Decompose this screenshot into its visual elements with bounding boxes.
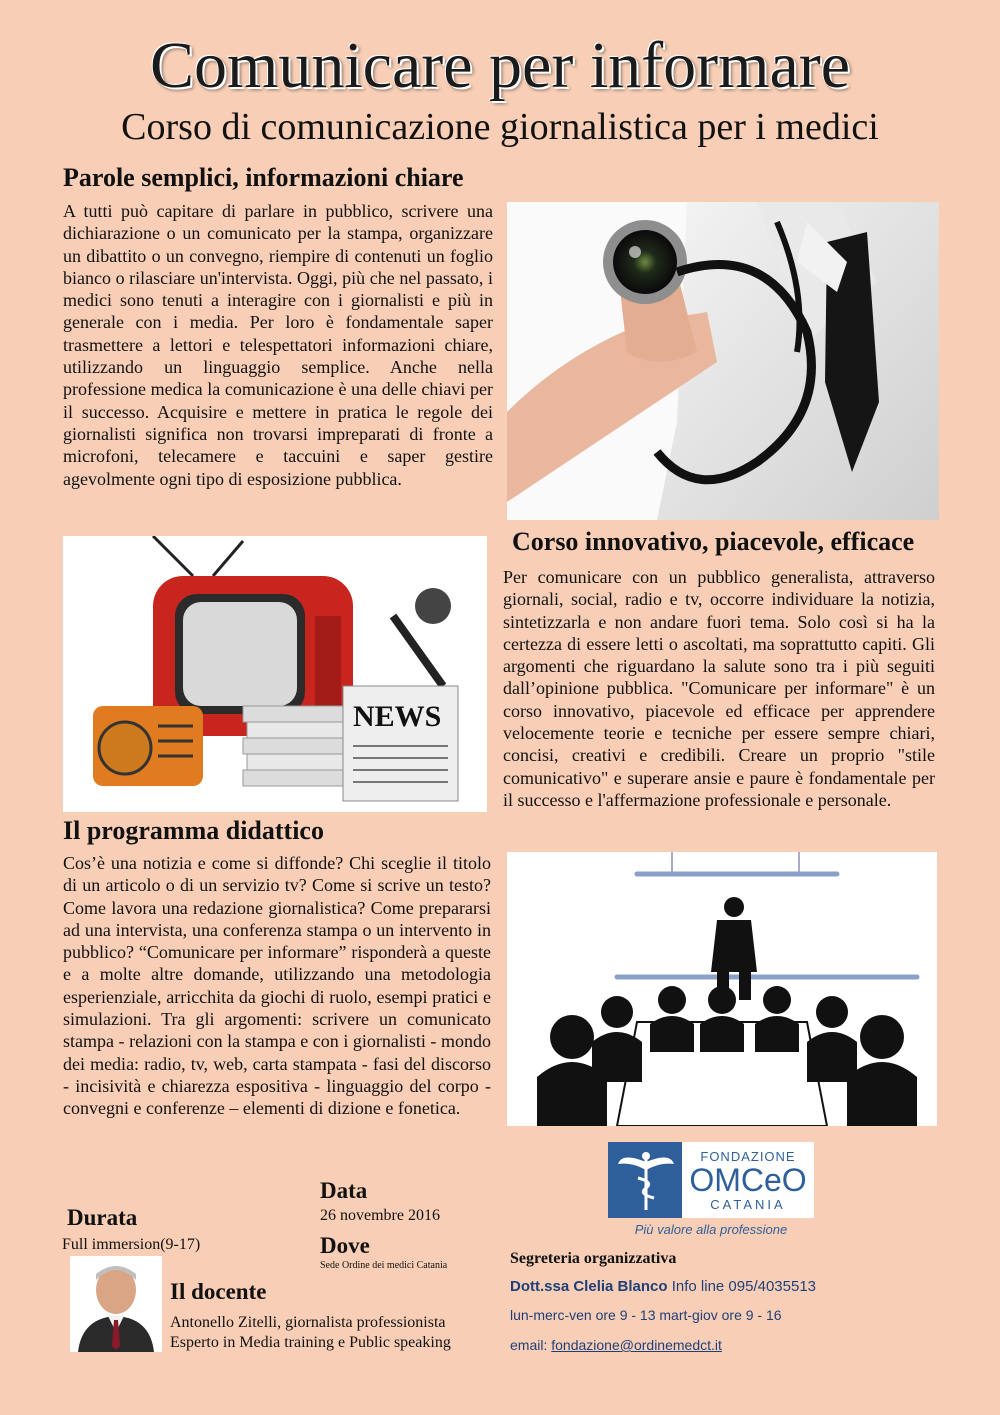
segreteria-hours: lun-merc-ven ore 9 - 13 mart-giov ore 9 - 16: [510, 1307, 782, 1323]
logo-line2: OMCeO: [689, 1162, 807, 1198]
media-tv-radio-news-image: [63, 536, 487, 812]
data-label: Data: [320, 1178, 368, 1203]
segreteria-email-row: [510, 1337, 722, 1353]
logo-tagline: Più valore alla professione: [634, 1222, 788, 1237]
logo-line1: FONDAZIONE: [700, 1149, 796, 1164]
segreteria-name: Dott.ssa Clelia Blanco: [510, 1278, 668, 1295]
durata-label: Durata: [67, 1205, 138, 1230]
email-link[interactable]: fondazione@ordinemedct.it: [551, 1337, 722, 1353]
page-title: Comunicare per informare: [149, 29, 851, 102]
section-heading-programma: Il programma didattico: [63, 816, 324, 845]
section-text-corso: Per comunicare con un pubblico generalista, attraverso giornali, social, radio e tv, occorre individuare la notizia, sintetizzarla e non andare fuori tema. Solo così si ha la certezza di essere letti o ascoltati, ma soprattutto capiti. Gli argomenti che riguardano la salute sono tra i più seguiti dall’opinione pubblica. "Comunicare per informare" è un corso innovativo, piacevole ed efficace per apprendere velocemente teorie e tecniche per essere sempre chiari, concisi, creativi e credibili. Creare un proprio "stile comunicativo" e superare ansie e paure è fondamentale per il successo e l'affermazione professionale e personale.: [503, 567, 935, 810]
durata-value: Full immersion(9-17): [62, 1236, 201, 1253]
segreteria-info-line: Info line 095/4035513: [671, 1278, 817, 1295]
section-heading-parole: Parole semplici, informazioni chiare: [63, 163, 464, 192]
docente-photo: [70, 1256, 162, 1352]
email-label: email:: [510, 1337, 548, 1353]
segreteria-contact: [510, 1278, 816, 1295]
docente-heading: Il docente: [170, 1279, 267, 1304]
doctor-stethoscope-image: [507, 202, 939, 520]
section-text-programma: Cos’è una notizia e come si diffonde? Chi sceglie il titolo di un articolo o di un servizio tv? Come si scrive un testo? Come lavora una redazione giornalistica? Come prepararsi ad una intervista, una conferenza stampa o un intervento in pubblico? “Comunicare per informare” risponderà a queste e a molte altre domande, utilizzando una metodologia esperienziale, arricchita da giochi di ruolo, esempi pratici e simulazioni. Tra gli argomenti: scrivere un comunicato stampa - relazioni con la stampa e con i giornalisti - mondo dei media: radio, tv, web, carta stampata - fasi del discorso - incisività e chiarezza espositiva - linguaggio del corpo - convegni e conferenze – elementi di dizione e fonetica.: [63, 853, 491, 1119]
page-subtitle: Corso di comunicazione giornalistica per i medici: [121, 106, 879, 148]
data-value: 26 novembre 2016: [320, 1207, 440, 1224]
section-text-parole: A tutti può capitare di parlare in pubblico, scrivere una dichiarazione o un comunicato per la stampa, organizzare un dibattito o un convegno, riempire di contenuti un foglio bianco o rilasciare un'intervista. Oggi, più che nel passato, i medici sono tenuti a interagire con i giornalisti e più in generale con i media. Per loro è fondamentale saper trasmettere a lettori e telespettatori informazioni chiare, utilizzando un linguaggio semplice. Anche nella professione medica la comunicazione è una delle chiavi per il successo. Acquisire e mettere in pratica le regole dei giornalisti significa non trovarsi impreparati di fronte a microfoni, telecamere e taccuini e saper gestire agevolmente ogni tipo di esposizione pubblica.: [63, 201, 493, 489]
caduceus-icon: [616, 1148, 676, 1212]
section-heading-corso: Corso innovativo, piacevole, efficace: [512, 527, 915, 556]
dove-label: Dove: [320, 1233, 370, 1258]
docente-line2: Esperto in Media training e Public speaking: [170, 1334, 451, 1351]
speaker-audience-image: [507, 852, 937, 1126]
docente-line1: Antonello Zitelli, giornalista professionista: [170, 1314, 446, 1331]
omceo-logo: [608, 1142, 814, 1218]
logo-line3: CATANIA: [710, 1197, 786, 1212]
news-label: NEWS: [353, 700, 442, 733]
dove-value: Sede Ordine dei medici Catania: [320, 1260, 448, 1271]
segreteria-heading: Segreteria organizzativa: [510, 1250, 677, 1267]
